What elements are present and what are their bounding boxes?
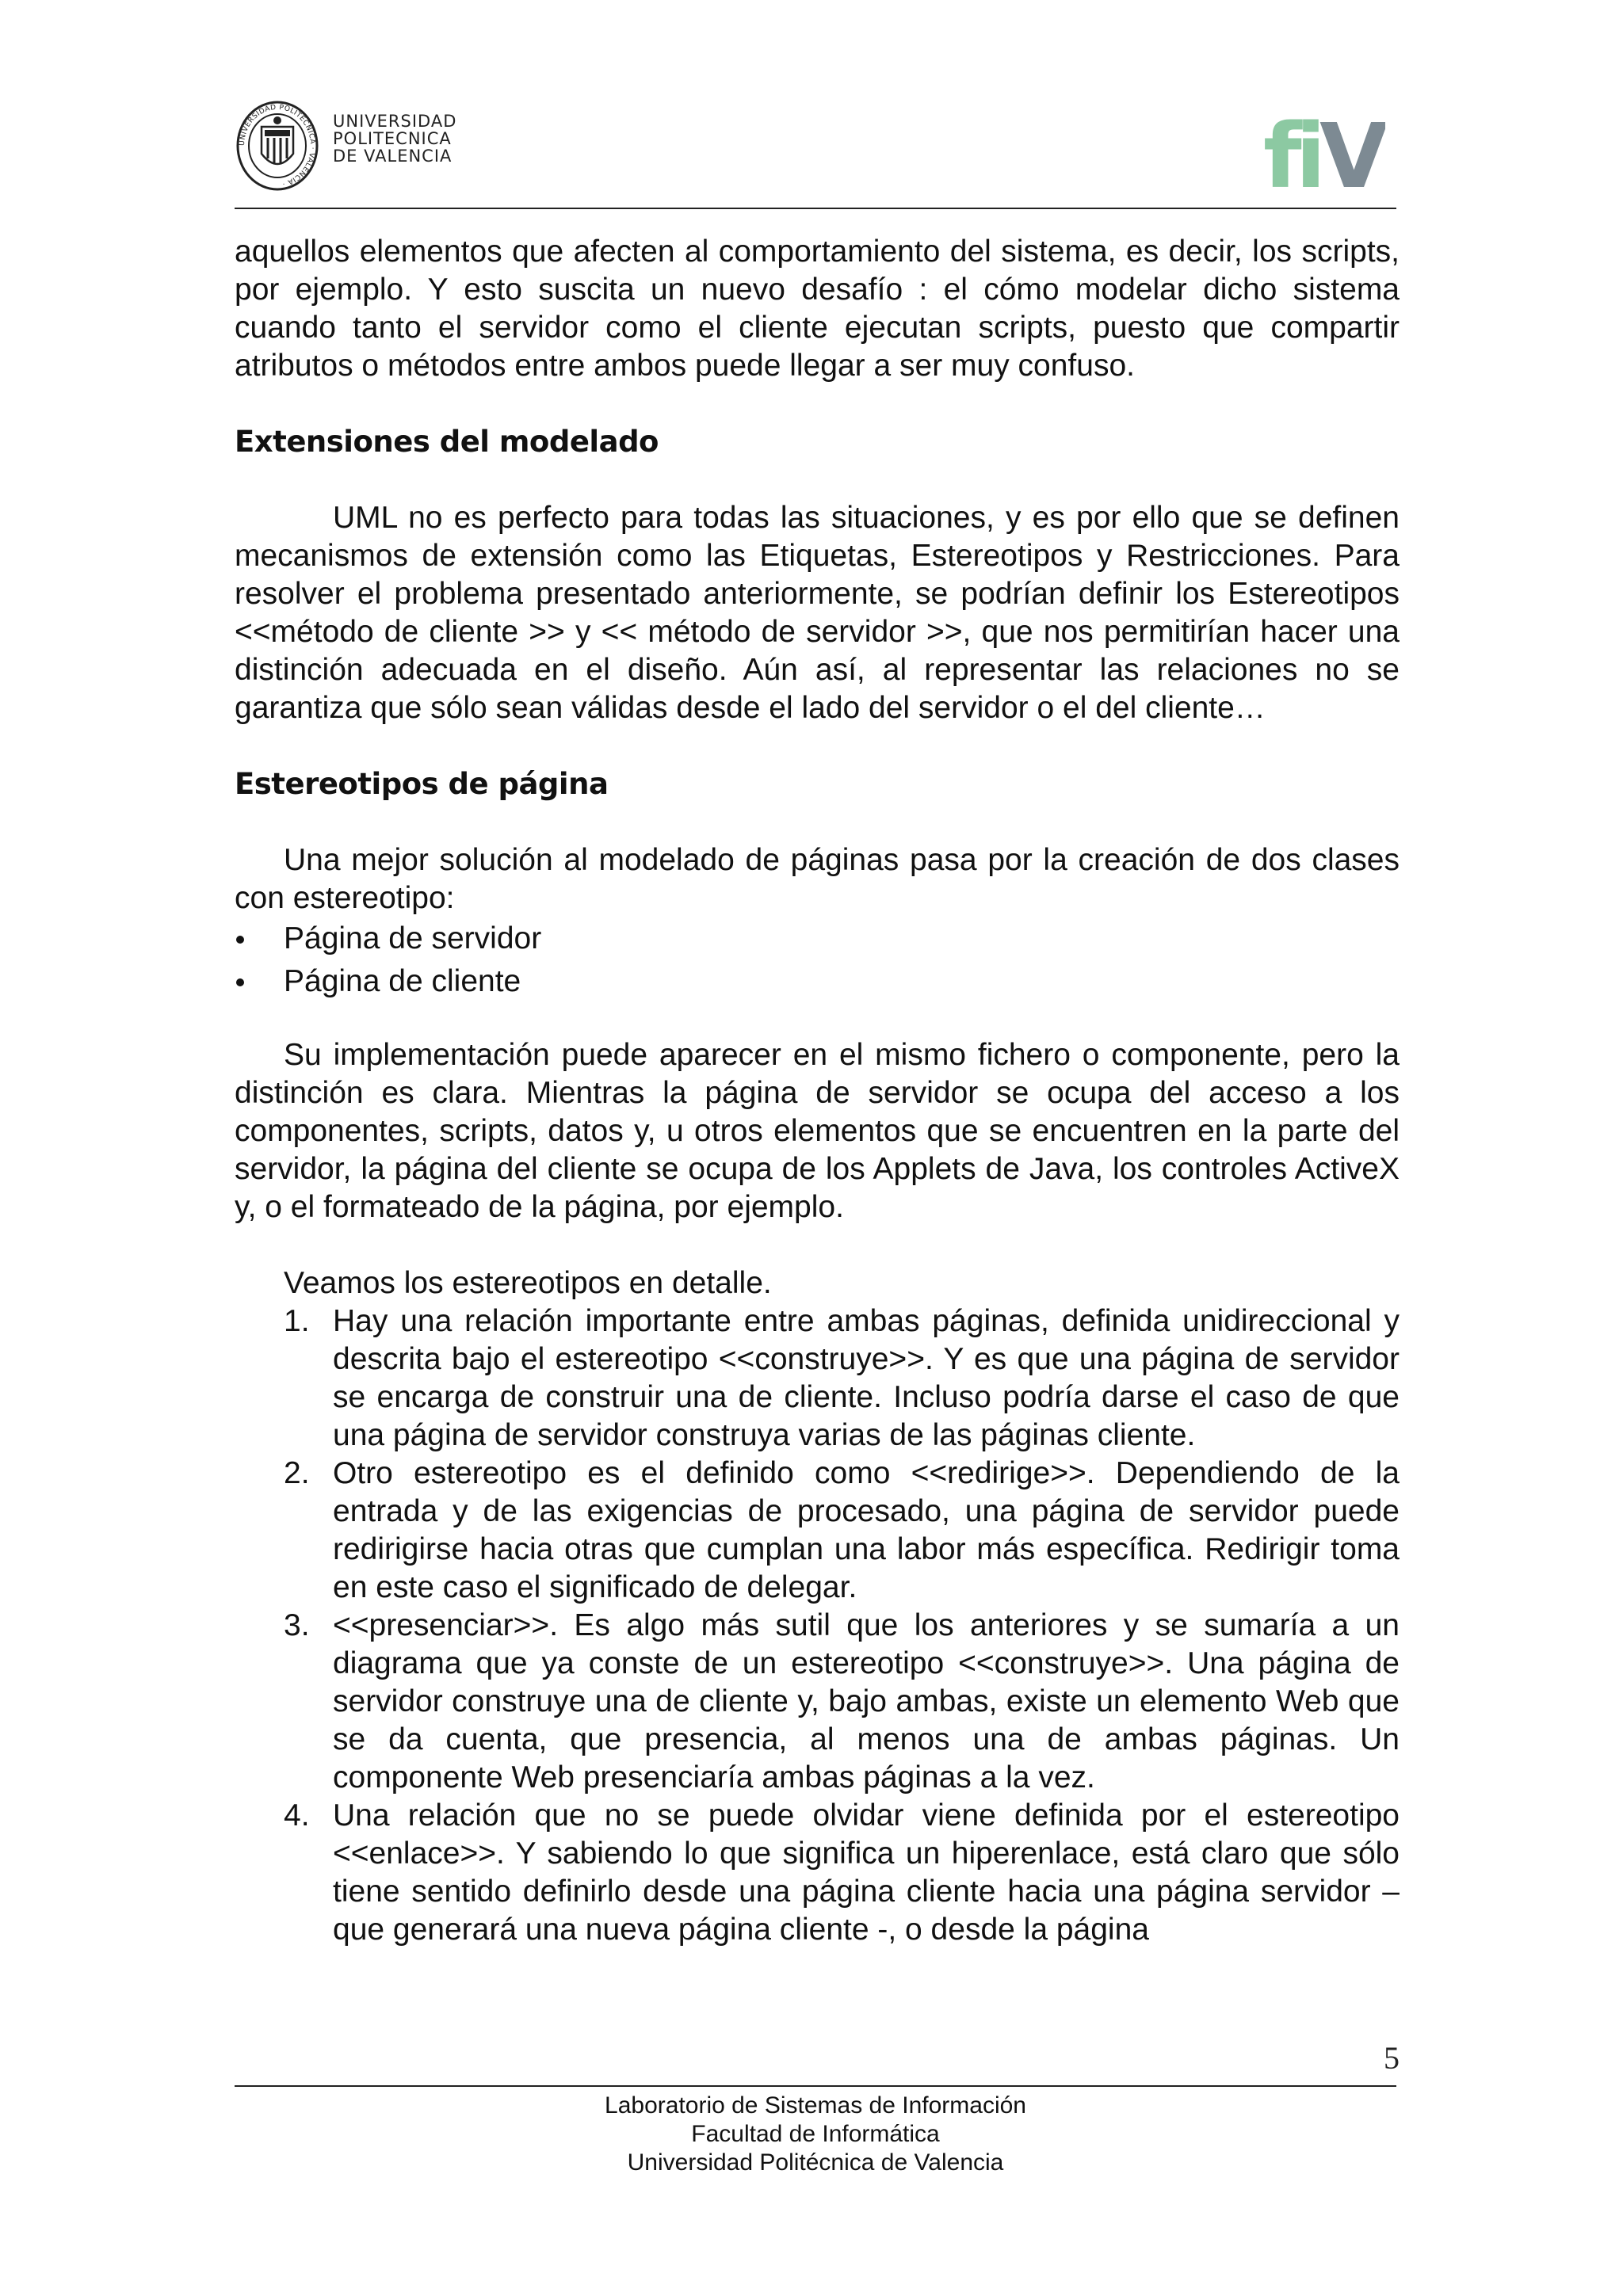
- list-item: 1. Hay una relación importante entre ambas páginas, definida unidireccional y descrita bajo el estereotipo <<construye>>. Y es que una página de servidor se encarga de construir una de cliente. Incluso podría darse el caso de que una página de servidor construya varias de las páginas cliente.: [284, 1304, 1400, 1452]
- page-header: [235, 95, 1396, 206]
- page-number: 5: [1384, 2040, 1400, 2076]
- paragraph-intro: aquellos elementos que afecten al comportamiento del sistema, es decir, los scripts, por ejemplo. Y esto suscita un nuevo desafío : el cómo modelar dicho sistema cuando tanto el servidor como el cliente ejecutan scripts, puesto que compartir atributos o métodos entre ambos puede llegar a ser muy confuso.: [235, 235, 1400, 383]
- paragraph-implementation: Su implementación puede aparecer en el mismo fichero o componente, pero la distinción es clara. Mientras la página de servidor se ocupa del acceso a los componentes, scripts, datos y, u otros elementos que se encuentren en la parte del servidor, la página del cliente se ocupa de los Applets de Java, los controles ActiveX y, o el formateado de la página, por ejemplo.: [235, 1038, 1400, 1224]
- fiv-logo: [1263, 114, 1385, 193]
- list-item: 2. Otro estereotipo es el definido como <<redirige>>. Dependiendo de la entrada y de las exigencias de procesado, una página de servidor puede redirigirse hacia otras que cumplan una labor más específica. Redirigir toma en este caso el significado de delegar.: [284, 1456, 1400, 1604]
- numbered-list: [235, 1302, 1400, 1949]
- svg-text:fiV: fiV: [1263, 114, 1382, 193]
- svg-text:UNIVERSIDAD POLITÉCNICA · VALE: [239, 104, 316, 188]
- list-item: Página de cliente: [235, 960, 1400, 1003]
- paragraph-uml: UML no es perfecto para todas las situaciones, y es por ello que se definen mecanismos de extensión como las Etiquetas, Estereotipos y Restricciones. Para resolver el problema presentado anteriormente, se podrían definir los Estereotipos <<método de cliente >> y << método de servidor >>, que nos permitirían hacer una distinción adecuada en el diseño. Aún así, al representar las relaciones no se garantiza que sólo sean válidas desde el lado del servidor o el del cliente…: [235, 501, 1400, 725]
- list-item: Página de servidor: [235, 917, 1400, 960]
- university-name: [333, 113, 456, 165]
- section-heading-extensions: Extensiones del modelado: [235, 425, 659, 459]
- page-footer: [235, 2092, 1396, 2177]
- paragraph-detail-intro: Veamos los estereotipos en detalle.: [284, 1266, 772, 1300]
- footer-line-3: Universidad Politécnica de Valencia: [627, 2149, 1004, 2176]
- list-item: 3. <<presenciar>>. Es algo más sutil que los anteriores y se sumaría a un diagrama que ya conste de un estereotipo <<construye>>. Una página de servidor construye una de cliente y, bajo ambas, existe un elemento Web que se da cuenta, que presencia, al menos una de ambas páginas. Un componente Web presenciaría ambas páginas a la vez.: [284, 1608, 1400, 1794]
- header-divider: [235, 208, 1396, 209]
- bullet-list: [235, 917, 1400, 1003]
- university-line-1: UNIVERSIDAD: [333, 112, 457, 131]
- paragraph-solution: Una mejor solución al modelado de páginas pasa por la creación de dos clases con estereotipo:: [235, 843, 1400, 915]
- university-line-3: DE VALENCIA: [333, 147, 453, 166]
- bullet-icon: [236, 978, 244, 986]
- document-body: [235, 233, 1400, 1949]
- seal-text: UNIVERSIDAD POLITÉCNICA · VALENCIA ·: [238, 103, 317, 188]
- footer-divider: [235, 2085, 1396, 2087]
- list-item: 4. Una relación que no se puede olvidar viene definida por el estereotipo <<enlace>>. Y sabiendo lo que significa un hiperenlace, está claro que sólo tiene sentido definirlo desde una página cliente hacia una página servidor – que generará una nueva página cliente -, o desde la página: [284, 1798, 1400, 1947]
- university-line-2: POLITECNICA: [333, 129, 452, 148]
- footer-line-1: Laboratorio de Sistemas de Información: [605, 2092, 1026, 2119]
- footer-line-2: Facultad de Informática: [691, 2121, 940, 2147]
- university-seal-icon: [235, 98, 320, 193]
- bullet-icon: [236, 936, 244, 944]
- section-heading-page-stereotypes: Estereotipos de página: [235, 767, 609, 801]
